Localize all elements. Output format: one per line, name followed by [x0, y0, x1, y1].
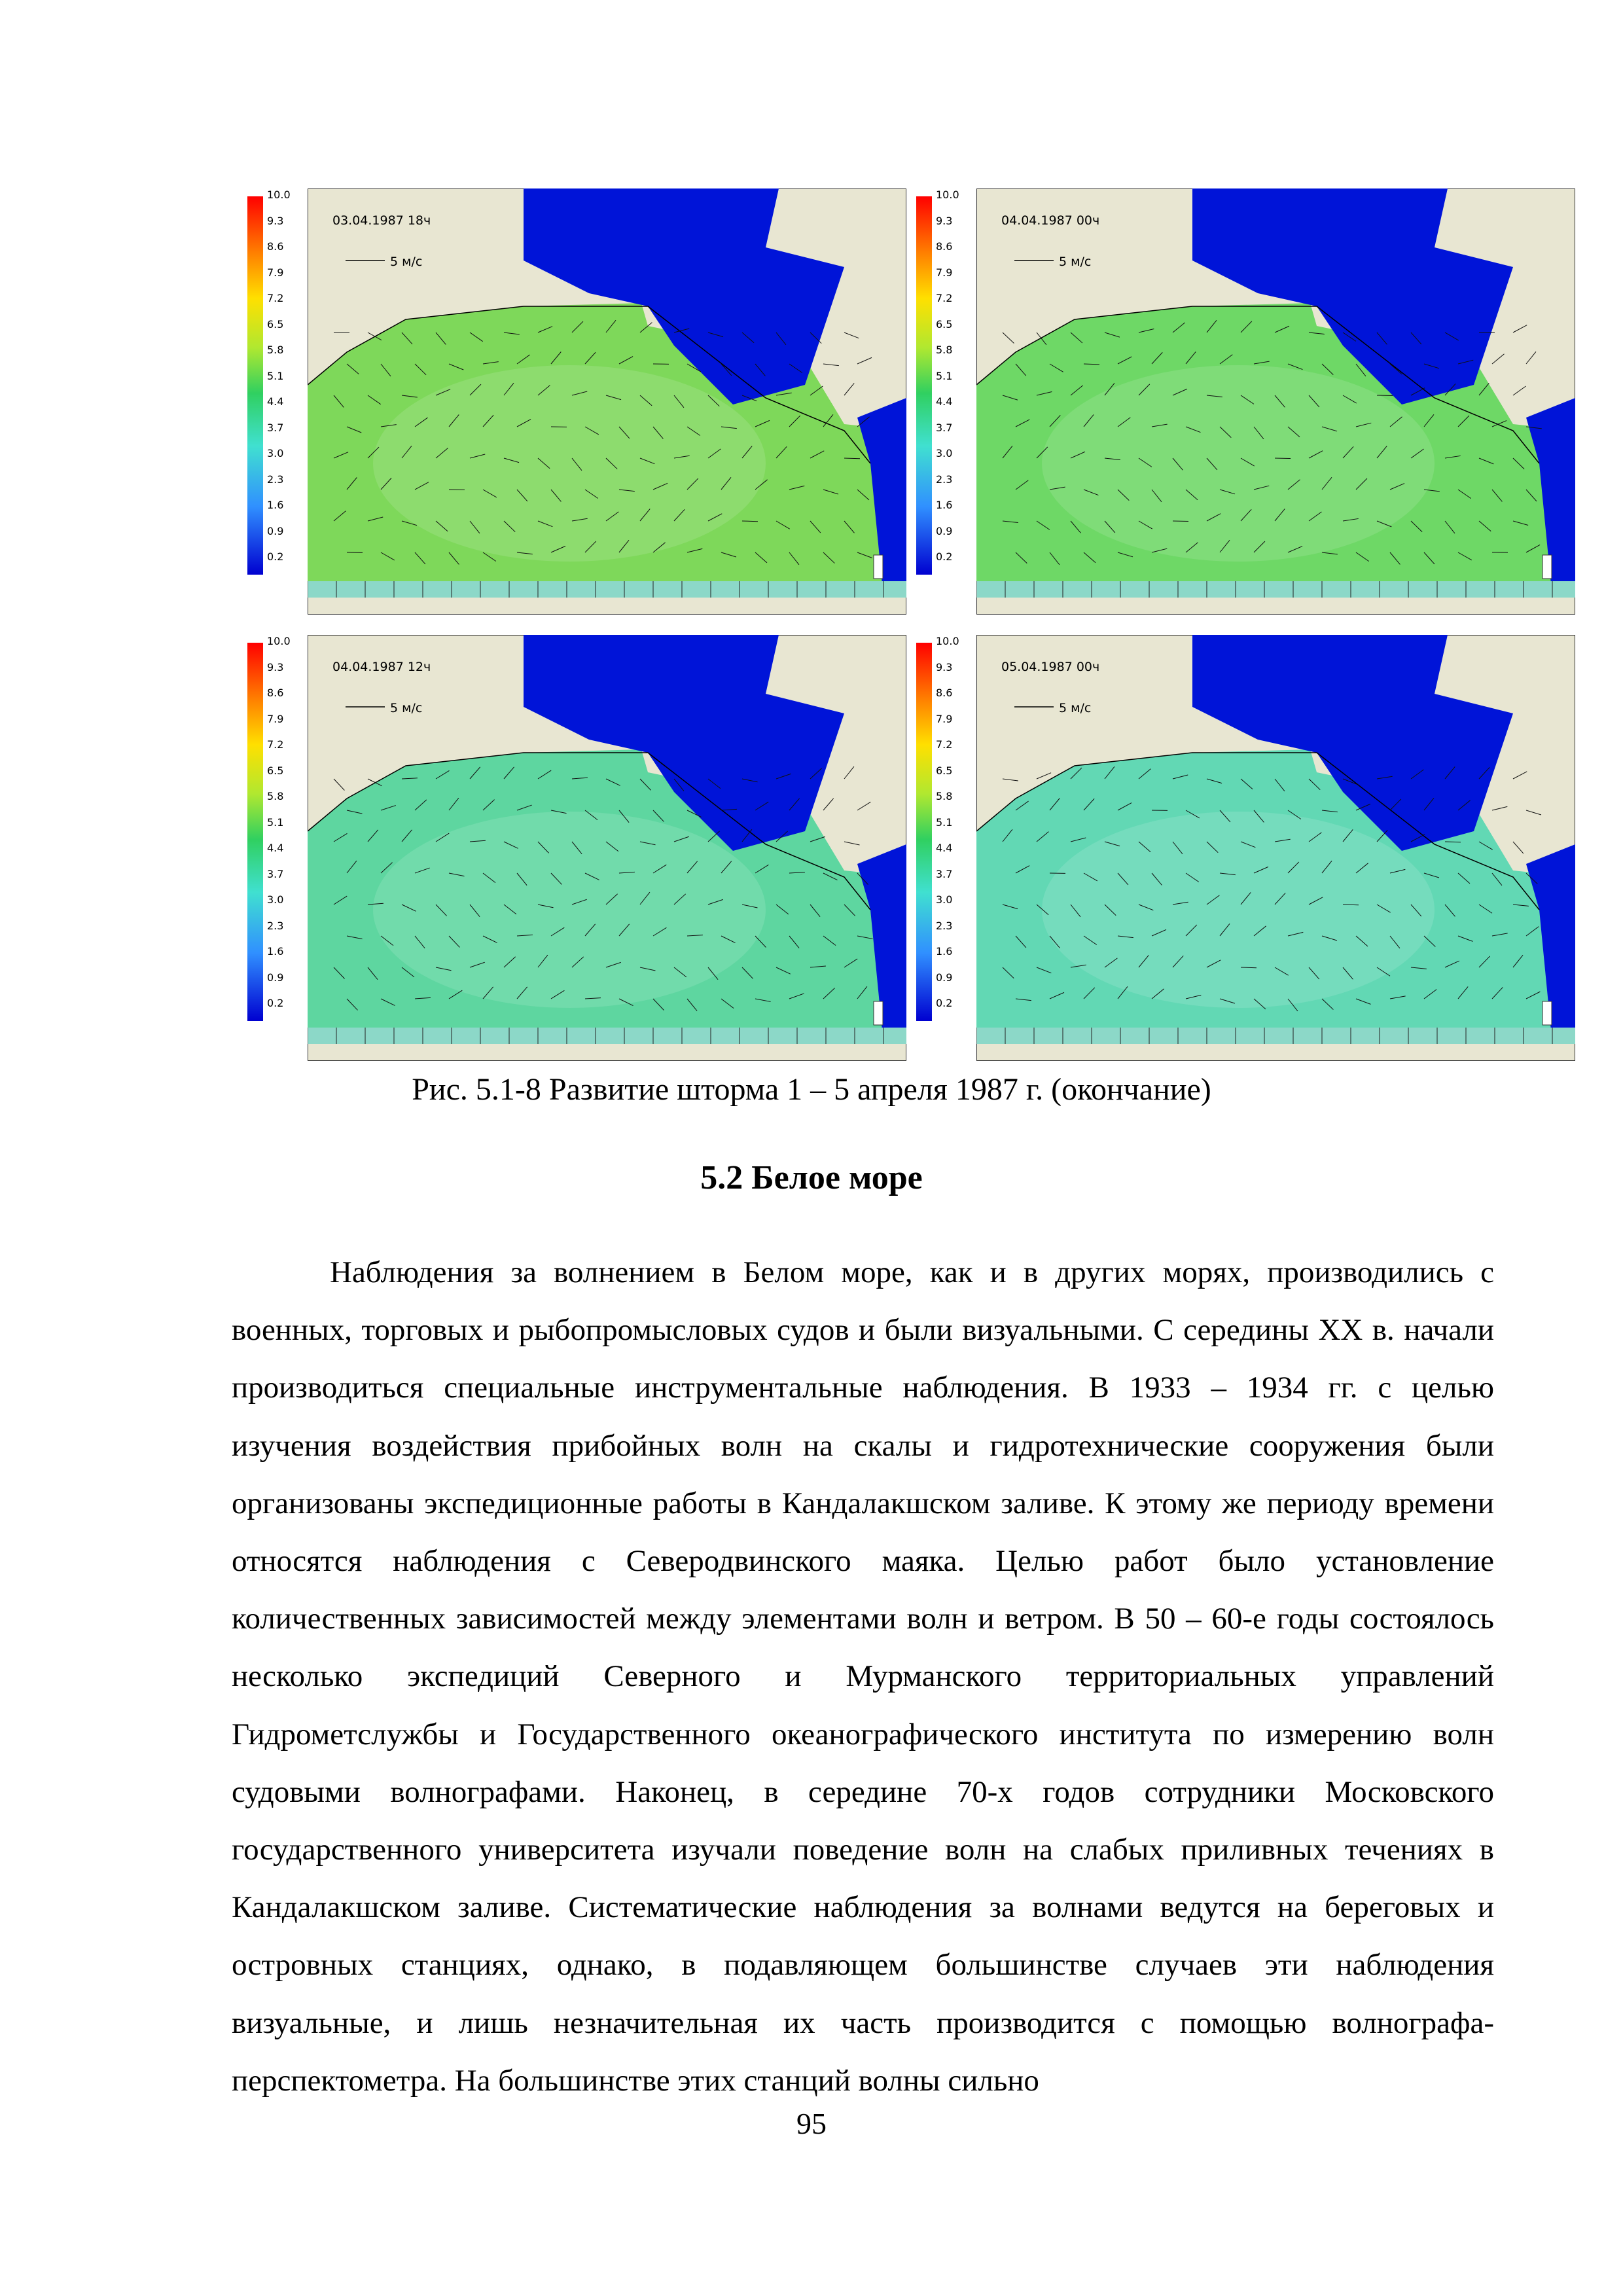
- colorbar-tick-label: 0.9: [267, 524, 284, 537]
- colorbar-tick-label: 7.2: [267, 292, 284, 304]
- colorbar-tick-label: 0.2: [267, 997, 284, 1009]
- colorbar-tick-label: 3.7: [936, 867, 953, 880]
- colorbar-tick-label: 5.8: [267, 790, 284, 802]
- colorbar-gradient: [247, 196, 263, 575]
- colorbar-tick-label: 5.8: [267, 344, 284, 356]
- map-bottom-band: [308, 581, 906, 598]
- colorbar-tick-label: 4.4: [936, 842, 953, 854]
- colorbar-gradient: [916, 643, 932, 1021]
- colorbar-tick-label: 7.2: [267, 738, 284, 751]
- colorbar-tick-label: 2.3: [267, 473, 284, 486]
- map-bottom-band: [976, 581, 1575, 598]
- colorbar: [910, 635, 975, 1021]
- map-bottom-band: [976, 1028, 1575, 1044]
- colorbar-tick-label: 0.2: [267, 550, 284, 563]
- colorbar: [241, 188, 306, 575]
- wind-arrow: [1479, 332, 1495, 333]
- colorbar-tick-label: 9.3: [267, 660, 284, 673]
- wind-arrow: [1377, 395, 1393, 396]
- colorbar-tick-label: 4.4: [267, 395, 284, 408]
- figure-panel-1: [241, 188, 908, 615]
- colorbar-tick-label: 3.7: [267, 867, 284, 880]
- colorbar-tick-label: 6.5: [936, 317, 953, 331]
- colorbar-tick-label: 7.2: [936, 292, 953, 304]
- colorbar: [241, 635, 306, 1021]
- colorbar-tick-label: 5.8: [936, 790, 953, 802]
- wave-map: [308, 635, 906, 1061]
- panel-timestamp: 03.04.1987 18ч: [332, 213, 431, 228]
- map-corner-marker: [1543, 555, 1552, 579]
- wave-height-field: [1042, 365, 1435, 562]
- colorbar-tick-label: 0.2: [936, 997, 953, 1009]
- colorbar-tick-label: 8.6: [267, 240, 284, 253]
- colorbar-tick-label: 0.9: [936, 524, 953, 537]
- colorbar-tick-label: 4.4: [936, 395, 953, 408]
- colorbar-tick-label: 1.6: [267, 499, 284, 511]
- colorbar-tick-label: 9.3: [936, 214, 953, 227]
- colorbar-tick-label: 8.6: [936, 687, 953, 699]
- figure-panel-3: [241, 635, 908, 1061]
- wave-height-field: [373, 365, 766, 562]
- colorbar-tick-label: 10.0: [267, 188, 291, 201]
- map-corner-marker: [874, 555, 883, 579]
- colorbar-tick-label: 10.0: [936, 188, 959, 201]
- colorbar-tick-label: 7.9: [267, 712, 284, 725]
- panel-timestamp: 04.04.1987 00ч: [1001, 213, 1100, 228]
- colorbar-tick-label: 7.2: [936, 738, 953, 751]
- map-drawing: [976, 635, 1575, 1061]
- wind-speed-legend: 5 м/с: [1059, 255, 1092, 269]
- colorbar-tick-label: 3.0: [267, 893, 284, 906]
- colorbar-tick-label: 10.0: [267, 635, 291, 647]
- colorbar-tick-label: 5.1: [936, 369, 953, 382]
- wind-speed-legend: 5 м/с: [390, 701, 423, 715]
- colorbar-tick-label: 1.6: [936, 945, 953, 958]
- map-drawing: [308, 188, 906, 615]
- colorbar-gradient: [247, 643, 263, 1021]
- colorbar-tick-label: 3.0: [936, 447, 953, 459]
- panel-timestamp: 05.04.1987 00ч: [1001, 660, 1100, 674]
- colorbar-tick-label: 9.3: [267, 214, 284, 227]
- colorbar-tick-label: 5.1: [936, 816, 953, 829]
- wind-arrow: [1275, 458, 1291, 459]
- wave-height-field: [1042, 812, 1435, 1008]
- colorbar-tick-label: 0.9: [936, 971, 953, 984]
- colorbar-tick-label: 1.6: [267, 945, 284, 958]
- wave-map: [976, 188, 1575, 615]
- paragraph-text: Наблюдения за волнением в Белом море, как и в других морях, производились с военных, торговых и рыбопромысловых судов и были визуальными. С середины XX в. начали производиться специальные инструментальные наблюдения. В 1933 – 1934 гг. с целью изучения воздействия прибойных волн на скалы и гидротехнические сооружения были организованы экспедиционные работы в Кандалакшском заливе. К этому же периоду времени относятся наблюдения с Северодвинского маяка. Целью работ было установление количественных зависимостей между элементами волн и ветром. В 50 – 60-е годы состоялось несколько экспедиций Северного и Мурманского территориальных управлений Гидрометслужбы и Государственного океанографического института по измерению волн судовыми волнографами. Наконец, в середине 70-х годов сотрудники Московского государственного университета изучали поведение волн на слабых приливных течениях в Кандалакшском заливе. Систематические наблюдения за волнами ведутся на береговых и островных станциях, однако, в подавляющем большинстве случаев эти наблюдения визуальные, и лишь незначительная их часть производится с помощью волнографа-перспектометра. На большинстве этих станций волны сильно: [232, 1255, 1494, 2098]
- colorbar-tick-label: 3.0: [267, 447, 284, 459]
- colorbar-tick-label: 7.9: [267, 266, 284, 279]
- colorbar-tick-label: 1.6: [936, 499, 953, 511]
- section-heading: 5.2 Белое море: [700, 1159, 923, 1196]
- panel-timestamp: 04.04.1987 12ч: [332, 660, 431, 674]
- map-drawing: [976, 188, 1575, 615]
- colorbar-tick-label: 2.3: [936, 473, 953, 486]
- colorbar-tick-label: 3.7: [267, 421, 284, 434]
- colorbar-tick-label: 5.1: [267, 816, 284, 829]
- colorbar-tick-label: 3.0: [936, 893, 953, 906]
- colorbar-tick-label: 4.4: [267, 842, 284, 854]
- colorbar-tick-label: 5.8: [936, 344, 953, 356]
- wind-speed-legend: 5 м/с: [1059, 701, 1092, 715]
- map-bottom-band: [308, 1028, 906, 1044]
- figure-panel-4: [910, 635, 1577, 1061]
- colorbar: [910, 188, 975, 575]
- colorbar-tick-label: 0.9: [267, 971, 284, 984]
- map-corner-marker: [1543, 1001, 1552, 1025]
- colorbar-tick-label: 7.9: [936, 712, 953, 725]
- colorbar-tick-label: 6.5: [267, 317, 284, 331]
- figure-panel-2: [910, 188, 1577, 615]
- colorbar-tick-label: 6.5: [267, 764, 284, 777]
- colorbar-tick-label: 8.6: [267, 687, 284, 699]
- colorbar-tick-label: 2.3: [936, 919, 953, 932]
- colorbar-tick-label: 9.3: [936, 660, 953, 673]
- colorbar-tick-label: 2.3: [267, 919, 284, 932]
- wave-height-field: [373, 812, 766, 1008]
- colorbar-tick-label: 7.9: [936, 266, 953, 279]
- colorbar-tick-label: 8.6: [936, 240, 953, 253]
- wave-map: [308, 188, 906, 615]
- map-corner-marker: [874, 1001, 883, 1025]
- wind-speed-legend: 5 м/с: [390, 255, 423, 269]
- colorbar-tick-label: 0.2: [936, 550, 953, 563]
- body-paragraph: [232, 1244, 1494, 2109]
- wave-map: [976, 635, 1575, 1061]
- figure-caption: Рис. 5.1-8 Развитие шторма 1 – 5 апреля 1987 г. (окончание): [412, 1072, 1211, 1107]
- map-drawing: [308, 635, 906, 1061]
- colorbar-gradient: [916, 196, 932, 575]
- page-number: 95: [796, 2107, 827, 2140]
- colorbar-tick-label: 10.0: [936, 635, 959, 647]
- wind-arrow: [1173, 521, 1188, 522]
- colorbar-tick-label: 3.7: [936, 421, 953, 434]
- colorbar-tick-label: 5.1: [267, 369, 284, 382]
- colorbar-tick-label: 6.5: [936, 764, 953, 777]
